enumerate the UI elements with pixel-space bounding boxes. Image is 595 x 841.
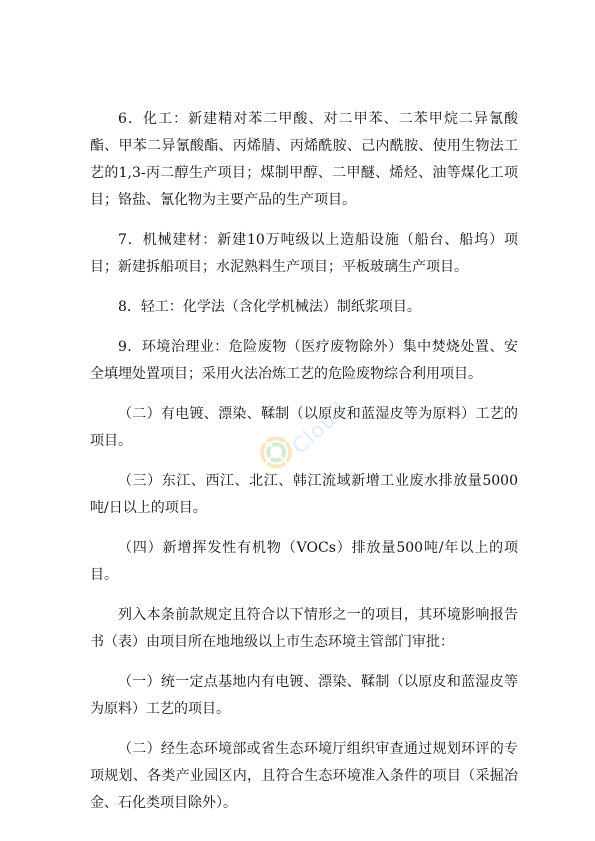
paragraph-item-3-wastewater: （三）东江、西江、北江、韩江流域新增工业废水排放量5000吨/日以上的项目。 [90,473,518,516]
paragraph-item-4-vocs: （四）新增挥发性有机物（VOCs）排放量500吨/年以上的项目。 [90,540,518,583]
paragraph-item-2-electroplating: （二）有电镀、漂染、鞣制（以原皮和蓝湿皮等为原料）工艺的项目。 [90,406,518,449]
paragraph-light-industry: 8．轻工：化学法（含化学机械法）制纸浆项目。 [118,299,421,315]
paragraph-condition-2: （二）经生态环境部或省生态环境厅组织审查通过规划环评的专项规划、各类产业园区内，且符合生态环境准入条件的项目（采掘冶金、石化类项目除外）。 [90,741,518,811]
paragraph-chemical-industry: 6．化工：新建精对苯二甲酸、对二甲苯、二苯甲烷二异氰酸酯、甲苯二异氰酸酯、丙烯腈、丙烯酰胺、己内酰胺、使用生物法工艺的1,3-丙二醇生产项目；煤制甲醇、二甲醚、烯烃、油等煤化工项目；铬盐、氰化物为主要产品的生产项目。 [90,111,518,208]
watermark-text: Cloud [287,397,352,459]
paragraph-condition-1: （一）统一定点基地内有电镀、漂染、鞣制（以原皮和蓝湿皮等为原料）工艺的项目。 [90,674,518,717]
paragraph-environmental-governance: 9．环境治理业：危险废物（医疗废物除外）集中焚烧处置、安全填埋处置项目；采用火法冶炼工艺的危险废物综合利用项目。 [90,339,518,382]
paragraph-machinery-building-materials: 7．机械建材：新建10万吨级以上造船设施（船台、船坞）项目；新建拆船项目；水泥熟料生产项目；平板玻璃生产项目。 [90,232,518,275]
document-body [90,106,518,830]
paragraph-approval-authority: 列入本条前款规定且符合以下情形之一的项目，其环境影响报告书（表）由项目所在地地级以上市生态环境主管部门审批： [90,607,518,650]
